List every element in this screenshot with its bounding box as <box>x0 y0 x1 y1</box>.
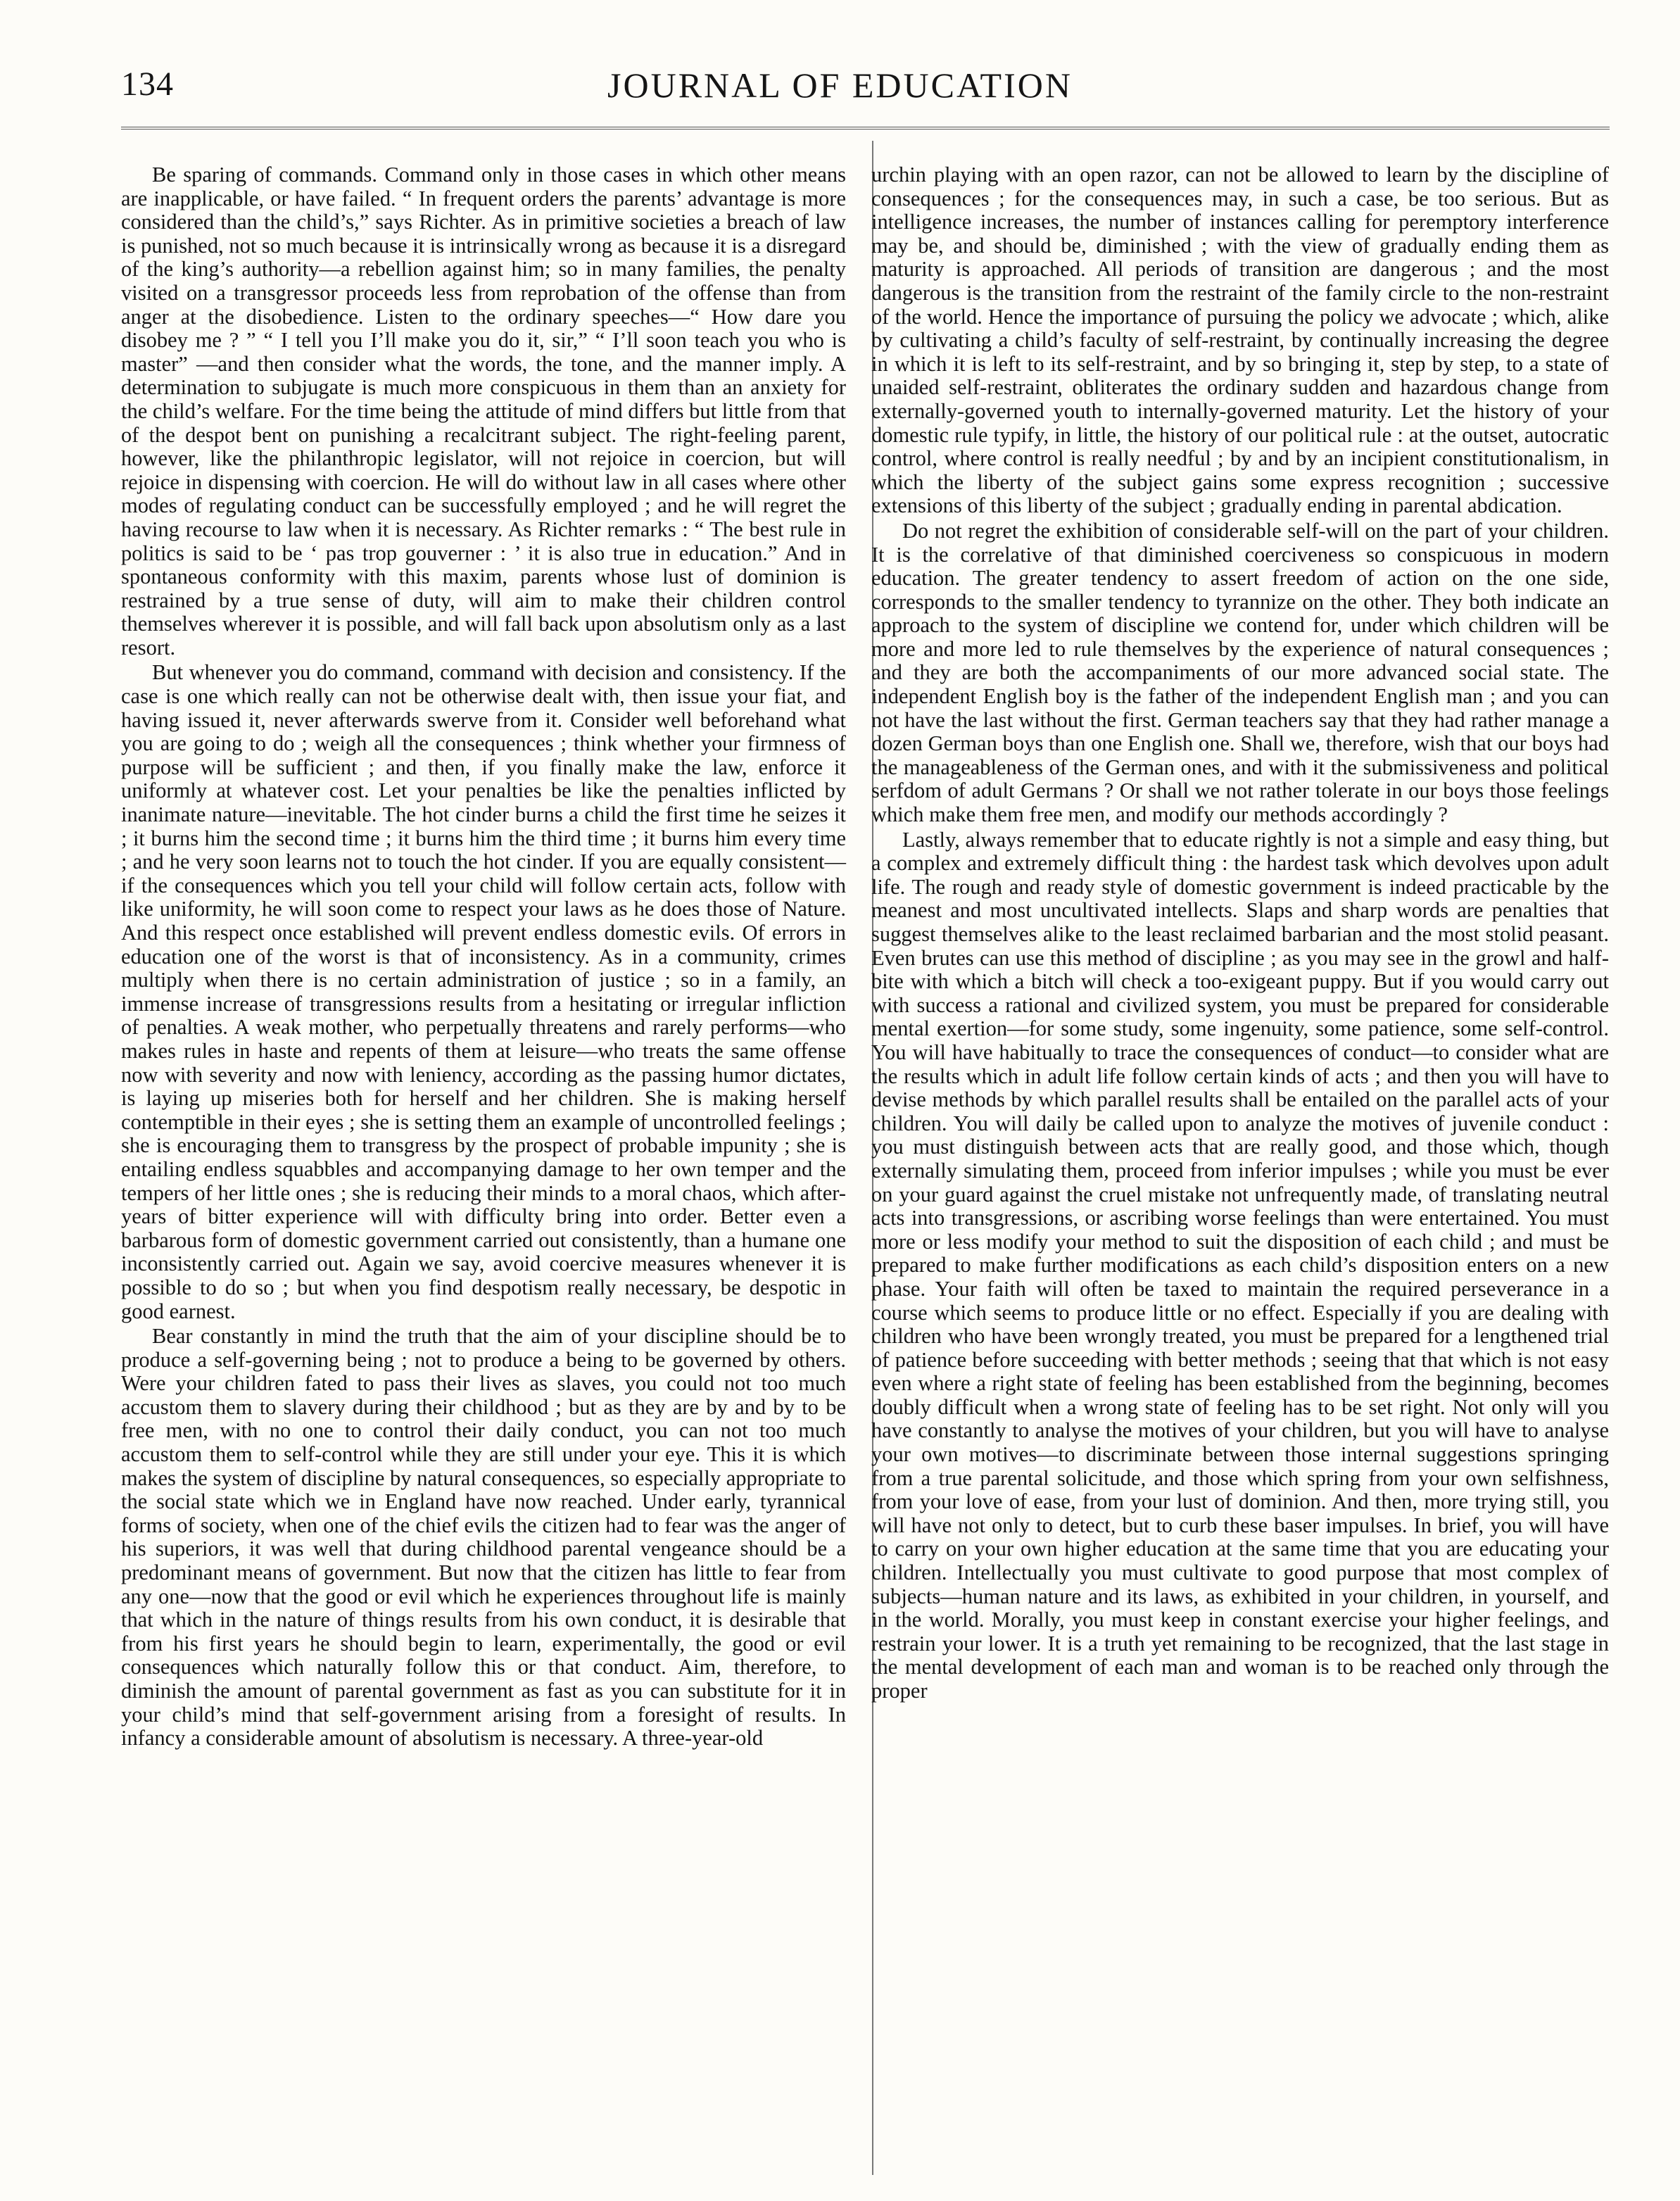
left-column <box>121 163 846 1751</box>
paragraph: But whenever you do command, command with decision and consistency. If the case is one which really can not be otherwise dealt with, then issue your fiat, and having issued it, never afterwards swerve from it. Consider well beforehand what you are going to do ; weigh all the consequences ; think whether your firmness of purpose will be sufficient ; and then, if you finally make the law, enforce it uniformly at whatever cost. Let your penalties be like the penalties inflicted by inanimate nature—inevitable. The hot cinder burns a child the first time he seizes it ; it burns him the second time ; it burns him the third time ; it burns him every time ; and he very soon learns not to touch the hot cinder. If you are equally consistent—if the consequences which you tell your child will follow certain acts, follow with like uniformity, he will soon come to respect your laws as he does those of Nature. And this respect once established will prevent endless domestic evils. Of errors in education one of the worst is that of inconsistency. As in a community, crimes multiply when there is no certain administration of justice ; so in a family, an immense increase of transgressions results from a hesitating or irregular infliction of penalties. A weak mother, who perpetually threatens and rarely performs—who makes rules in haste and repents of them at leisure—who treats the same offense now with severity and now with leniency, according as the passing humor dictates, is laying up miseries both for herself and her children. She is making herself contemptible in their eyes ; she is setting them an example of uncontrolled feelings ; she is encouraging them to transgress by the prospect of probable impunity ; she is entailing endless squabbles and accompanying damage to her own temper and the tempers of her little ones ; she is reducing their minds to a moral chaos, which after-years of bitter experience will with difficulty bring into order. Better even a barbarous form of domestic government carried out consistently, than a humane one inconsistently carried out. Again we say, avoid coercive measures whenever it is possible to do so ; but when you find despotism really necessary, be despotic in good earnest. <box>121 660 846 1323</box>
paragraph: Lastly, always remember that to educate rightly is not a simple and easy thing, but a complex and extremely difficult thing : the hardest task which devolves upon adult life. The rough and ready style of domestic government is indeed practicable by the meanest and most uncultivated intellects. Slaps and sharp words are penalties that suggest themselves alike to the least reclaimed barbarian and the most stolid peasant. Even brutes can use this method of discipline ; as you may see in the growl and half-bite with which a bitch will check a too-exigeant puppy. But if you would carry out with success a rational and civilized system, you must be prepared for considerable mental exertion—for some study, some ingenuity, some patience, some self-control. You will have habitually to trace the consequences of conduct—to consider what are the results which in adult life follow certain kinds of acts ; and then you will have to devise methods by which parallel results shall be entailed on the parallel acts of your children. You will daily be called upon to analyze the motives of juvenile conduct : you must distinguish between acts that are really good, and those which, though externally simulating them, proceed from inferior impulses ; while you must be ever on your guard against the cruel mistake not unfrequently made, of translating neutral acts into transgressions, or ascribing worse feelings than were entertained. You must more or less modify your method to suit the disposition of each child ; and must be prepared to make further modifications as each child’s disposition enters on a new phase. Your faith will often be taxed to maintain the required perseverance in a course which seems to produce little or no effect. Especially if you are dealing with children who have been wrongly treated, you must be prepared for a lengthened trial of patience before succeeding with better methods ; seeing that that which is not easy even where a right state of feeling has been established from the beginning, becomes doubly difficult when a wrong state of feeling has to be set right. Not only will you have constantly to analyse the motives of your children, but you will have to analyse your own motives—to discriminate between those internal suggestions springing from a true parental solicitude, and those which spring from your own selfishness, from your love of ease, from your lust of dominion. And then, more trying still, you will have not only to detect, but to curb these baser impulses. In brief, you will have to carry on your own higher education at the same time that you are educating your children. Intellectually you must cultivate to good purpose that most complex of subjects—human nature and its laws, as exhibited in your children, in yourself, and in the world. Morally, you must keep in constant exercise your higher feelings, and restrain your lower. It is a truth yet remaining to be recognized, that the last stage in the mental development of each man and woman is to be reached only through the proper <box>871 827 1609 1703</box>
paragraph: Bear constantly in mind the truth that the aim of your discipline should be to produce a self-governing being ; not to produce a being to be governed by others. Were your children fated to pass their lives as slaves, you could not too much accustom them to slavery during their childhood ; but as they are by and by to be free men, with no one to control their daily conduct, you can not too much accustom them to self-control while they are still under your eye. This it is which makes the system of discipline by natural consequences, so especially appropriate to the social state which we in England have now reached. Under early, tyrannical forms of society, when one of the chief evils the citizen had to fear was the anger of his superiors, it was well that during childhood parental vengeance should be a predominant means of government. But now that the citizen has little to fear from any one—now that the good or evil which he experiences throughout life is mainly that which in the nature of things results from his own conduct, it is desirable that from his first years he should begin to learn, experimentally, the good or evil consequences which naturally follow this or that conduct. Aim, therefore, to diminish the amount of parental government as fast as you can substitute for it in your child’s mind that self-government arising from a foresight of results. In infancy a considerable amount of absolutism is necessary. A three-year-old <box>121 1324 846 1751</box>
header-rule <box>121 127 1610 130</box>
right-column <box>871 163 1609 1703</box>
paragraph: Be sparing of commands. Command only in those cases in which other means are inapplicable, or have failed. “ In frequent orders the parents’ advantage is more considered than the child’s,” says Richter. As in primitive societies a breach of law is punished, not so much because it is intrinsically wrong as because it is a disregard of the king’s authority—a rebellion against him; so in many families, the penalty visited on a transgressor proceeds less from reprobation of the offense than from anger at the disobedience. Listen to the ordinary speeches—“ How dare you disobey me ? ” “ I tell you I’ll make you do it, sir,” “ I’ll soon teach you who is master” —and then consider what the words, the tone, and the manner imply. A determination to subjugate is much more conspicuous in them than an anxiety for the child’s welfare. For the time being the attitude of mind differs but little from that of the despot bent on punishing a recalcitrant subject. The right-feeling parent, however, like the philanthropic legislator, will not rejoice in coercion, but will rejoice in dispensing with coercion. He will do without law in all cases where other modes of regulating conduct can be successfully employed ; and he will regret the having recourse to law when it is necessary. As Richter remarks : “ The best rule in politics is said to be ‘ pas trop gouverner : ’ it is also true in education.” And in spontaneous conformity with this maxim, parents whose lust of dominion is restrained by a true sense of duty, will aim to make their children control themselves wherever it is possible, and will fall back upon absolutism only as a last resort. <box>121 163 847 660</box>
paragraph-continued: urchin playing with an open razor, can not be allowed to learn by the discipline of consequences ; for the consequences may, in such a case, be too serious. But as intelligence increases, the number of instances calling for peremptory interference may be, and should be, diminished ; with the view of gradually ending them as maturity is approached. All periods of transition are dangerous ; and the most dangerous is the transition from the restraint of the family circle to the non-restraint of the world. Hence the importance of pursuing the policy we advocate ; which, alike by cultivating a child’s faculty of self-restraint, by continually increasing the degree in which it is left to its self-restraint, and by so bringing it, step by step, to a state of unaided self-restraint, obliterates the ordinary sudden and hazardous change from externally-governed youth to internally-governed maturity. Let the history of your domestic rule typify, in little, the history of our political rule : at the outset, autocratic control, where control is really needful ; by and by an incipient constitutionalism, in which the liberty of the subject gains some express recognition ; successive extensions of this liberty of the subject ; gradually ending in parental abdication. <box>871 163 1609 518</box>
page-number: 134 <box>121 65 174 103</box>
running-title: JOURNAL OF EDUCATION <box>607 65 1073 105</box>
paragraph: Do not regret the exhibition of considerable self-will on the part of your children. It is the correlative of that diminished coerciveness so conspicuous in modern education. The greater tendency to assert freedom of action on the one side, corresponds to the smaller tendency to tyrannize on the other. They both indicate an approach to the system of discipline we contend for, under which children will be more and more led to rule themselves by the experience of natural consequences ; and they are both the accompaniments of our more advanced social state. The independent English boy is the father of the independent English man ; and you can not have the last without the first. German teachers say that they had rather manage a dozen German boys than one English one. Shall we, therefore, wish that our boys had the manageableness of the German ones, and with it the submissiveness and political serfdom of adult Germans ? Or shall we not rather tolerate in our boys those feelings which make them free men, and modify our methods accordingly ? <box>871 518 1609 827</box>
